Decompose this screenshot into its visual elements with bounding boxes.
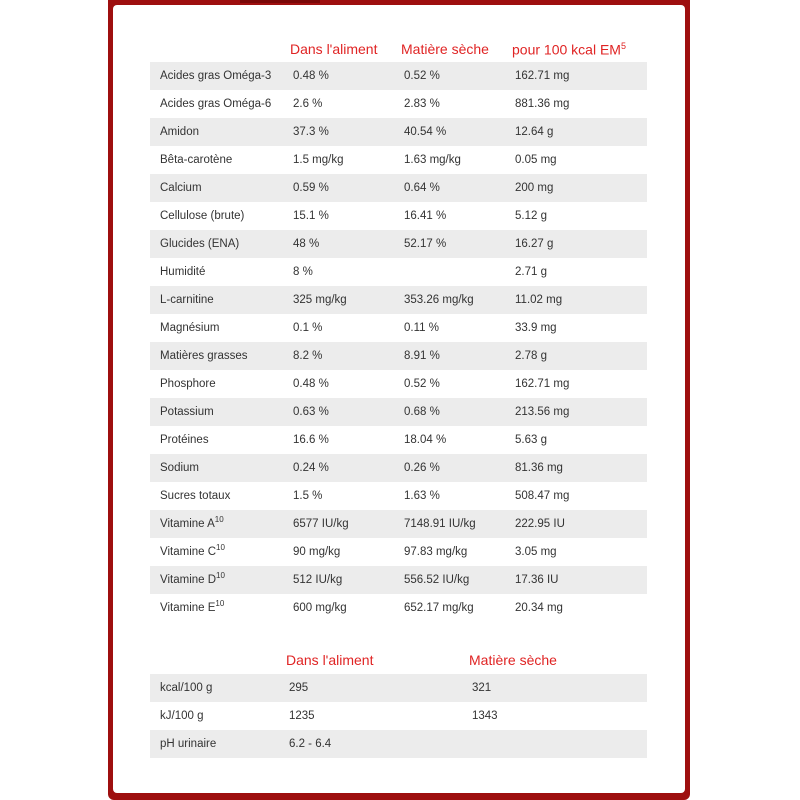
nutrient-food-value: 0.48 % — [283, 370, 394, 398]
nutrient-per-kcal-value: 3.05 mg — [505, 538, 647, 566]
energy-dry-value: 321 — [462, 674, 647, 702]
header-footnote: 5 — [620, 40, 626, 51]
nutrient-dry-value: 556.52 IU/kg — [394, 566, 505, 594]
energy-row — [150, 702, 647, 730]
nutrient-name: L-carnitine — [150, 286, 283, 314]
nutrient-food-value: 0.63 % — [283, 398, 394, 426]
nutrient-food-value: 2.6 % — [283, 90, 394, 118]
nutrient-row — [150, 258, 647, 286]
nutrient-per-kcal-value: 20.34 mg — [505, 594, 647, 622]
energy-name: kcal/100 g — [150, 674, 279, 702]
nutrient-dry-value: 652.17 mg/kg — [394, 594, 505, 622]
nutrient-food-value: 8.2 % — [283, 342, 394, 370]
nutrient-name: Magnésium — [150, 314, 283, 342]
nutrient-food-value: 0.59 % — [283, 174, 394, 202]
nutrient-name — [150, 594, 283, 622]
nutrient-dry-value: 1.63 mg/kg — [394, 146, 505, 174]
nutrient-per-kcal-value: 2.71 g — [505, 258, 647, 286]
nutrient-dry-value: 18.04 % — [394, 426, 505, 454]
nutrient-name: Phosphore — [150, 370, 283, 398]
nutrient-food-value: 325 mg/kg — [283, 286, 394, 314]
nutrient-row — [150, 538, 647, 566]
header-food: Dans l'aliment — [290, 41, 378, 57]
nutrient-name-text: Vitamine E — [160, 602, 216, 614]
nutrient-row — [150, 286, 647, 314]
nutrient-name: Calcium — [150, 174, 283, 202]
nutrient-per-kcal-value: 162.71 mg — [505, 370, 647, 398]
nutrient-name: Protéines — [150, 426, 283, 454]
nutrient-per-kcal-value: 5.12 g — [505, 202, 647, 230]
header-per-100-kcal-label: pour 100 kcal EM — [512, 41, 621, 58]
nutrient-dry-value: 7148.91 IU/kg — [394, 510, 505, 538]
nutrient-dry-value: 0.64 % — [394, 174, 505, 202]
nutrient-row — [150, 454, 647, 482]
nutrient-row — [150, 62, 647, 90]
nutrient-dry-value — [394, 258, 505, 286]
nutrient-name-text: Vitamine D — [160, 574, 217, 586]
nutrient-row — [150, 230, 647, 258]
energy-dry-value — [462, 730, 647, 758]
nutrient-name: Glucides (ENA) — [150, 230, 283, 258]
nutrient-name — [150, 538, 283, 566]
nutrient-dry-value: 16.41 % — [394, 202, 505, 230]
header-per-100-kcal — [505, 36, 647, 62]
nutrient-row — [150, 594, 647, 622]
energy-name: kJ/100 g — [150, 702, 279, 730]
energy-table — [150, 646, 647, 758]
nutrient-food-value: 16.6 % — [283, 426, 394, 454]
nutrient-name: Acides gras Oméga-3 — [150, 62, 283, 90]
nutrient-dry-value: 353.26 mg/kg — [394, 286, 505, 314]
nutrient-food-value: 48 % — [283, 230, 394, 258]
nutrient-food-value: 37.3 % — [283, 118, 394, 146]
energy-row — [150, 730, 647, 758]
nutrient-dry-value: 0.52 % — [394, 62, 505, 90]
nutrient-dry-value: 52.17 % — [394, 230, 505, 258]
nutrient-row — [150, 202, 647, 230]
energy-food-value: 1235 — [279, 702, 462, 730]
nutrient-food-value: 6577 IU/kg — [283, 510, 394, 538]
nutrient-row — [150, 426, 647, 454]
nutrient-row — [150, 118, 647, 146]
nutrient-dry-value: 0.26 % — [394, 454, 505, 482]
energy-dry-value: 1343 — [462, 702, 647, 730]
nutrient-per-kcal-value: 200 mg — [505, 174, 647, 202]
nutrient-dry-value: 8.91 % — [394, 342, 505, 370]
nutrient-per-kcal-value: 12.64 g — [505, 118, 647, 146]
nutrient-per-kcal-value: 881.36 mg — [505, 90, 647, 118]
nutrient-row — [150, 510, 647, 538]
nutrient-name: Sodium — [150, 454, 283, 482]
nutrient-per-kcal-value: 222.95 IU — [505, 510, 647, 538]
nutrient-dry-value: 0.52 % — [394, 370, 505, 398]
nutrient-per-kcal-value: 33.9 mg — [505, 314, 647, 342]
energy-food-value: 295 — [279, 674, 462, 702]
nutrient-food-value: 1.5 mg/kg — [283, 146, 394, 174]
energy-header-blank — [150, 646, 279, 674]
nutrient-name — [150, 566, 283, 594]
nutrient-food-value: 600 mg/kg — [283, 594, 394, 622]
nutrient-food-value: 15.1 % — [283, 202, 394, 230]
nutrient-food-value: 8 % — [283, 258, 394, 286]
energy-name: pH urinaire — [150, 730, 279, 758]
nutrient-name: Sucres totaux — [150, 482, 283, 510]
nutrients-table — [150, 36, 647, 622]
energy-header-food: Dans l'aliment — [286, 652, 374, 668]
nutrient-name: Bêta-carotène — [150, 146, 283, 174]
nutrient-per-kcal-value: 0.05 mg — [505, 146, 647, 174]
nutrient-dry-value: 40.54 % — [394, 118, 505, 146]
tab-strip — [240, 0, 320, 3]
nutrient-per-kcal-value: 162.71 mg — [505, 62, 647, 90]
nutrient-name: Cellulose (brute) — [150, 202, 283, 230]
nutrient-per-kcal-value: 5.63 g — [505, 426, 647, 454]
nutrient-row — [150, 566, 647, 594]
nutrient-food-value: 90 mg/kg — [283, 538, 394, 566]
header-dry-matter: Matière sèche — [401, 41, 489, 57]
nutrient-dry-value: 0.11 % — [394, 314, 505, 342]
energy-header-dry-matter: Matière sèche — [469, 652, 557, 668]
nutrient-name: Matières grasses — [150, 342, 283, 370]
energy-food-value: 6.2 - 6.4 — [279, 730, 462, 758]
nutrient-name: Acides gras Oméga-6 — [150, 90, 283, 118]
nutrient-name: Amidon — [150, 118, 283, 146]
nutrient-dry-value: 1.63 % — [394, 482, 505, 510]
nutrient-name-text: Vitamine C — [160, 546, 217, 558]
nutrient-food-value: 0.1 % — [283, 314, 394, 342]
nutrient-row — [150, 90, 647, 118]
nutrient-row — [150, 174, 647, 202]
nutrient-name — [150, 510, 283, 538]
nutrient-dry-value: 0.68 % — [394, 398, 505, 426]
nutrient-row — [150, 342, 647, 370]
nutrient-food-value: 1.5 % — [283, 482, 394, 510]
nutrient-per-kcal-value: 81.36 mg — [505, 454, 647, 482]
nutrient-per-kcal-value: 2.78 g — [505, 342, 647, 370]
nutrient-dry-value: 97.83 mg/kg — [394, 538, 505, 566]
nutrient-dry-value: 2.83 % — [394, 90, 505, 118]
footnote-marker: 10 — [214, 515, 224, 525]
nutrient-row — [150, 370, 647, 398]
nutrient-food-value: 0.24 % — [283, 454, 394, 482]
nutrient-food-value: 0.48 % — [283, 62, 394, 90]
nutrient-per-kcal-value: 213.56 mg — [505, 398, 647, 426]
footnote-marker: 10 — [215, 599, 225, 609]
nutrient-row — [150, 398, 647, 426]
footnote-marker: 10 — [216, 571, 225, 581]
nutrient-name-text: Vitamine A — [160, 518, 215, 530]
nutrient-name: Humidité — [150, 258, 283, 286]
nutrient-row — [150, 314, 647, 342]
nutrient-per-kcal-value: 16.27 g — [505, 230, 647, 258]
footnote-marker: 10 — [216, 543, 225, 553]
nutrient-name: Potassium — [150, 398, 283, 426]
nutrient-food-value: 512 IU/kg — [283, 566, 394, 594]
energy-row — [150, 674, 647, 702]
nutrient-per-kcal-value: 11.02 mg — [505, 286, 647, 314]
nutrients-header-row — [150, 36, 647, 62]
nutrient-row — [150, 482, 647, 510]
nutrient-per-kcal-value: 17.36 IU — [505, 566, 647, 594]
nutrient-per-kcal-value: 508.47 mg — [505, 482, 647, 510]
header-blank — [150, 36, 283, 62]
energy-header-row — [150, 646, 647, 674]
nutrient-row — [150, 146, 647, 174]
